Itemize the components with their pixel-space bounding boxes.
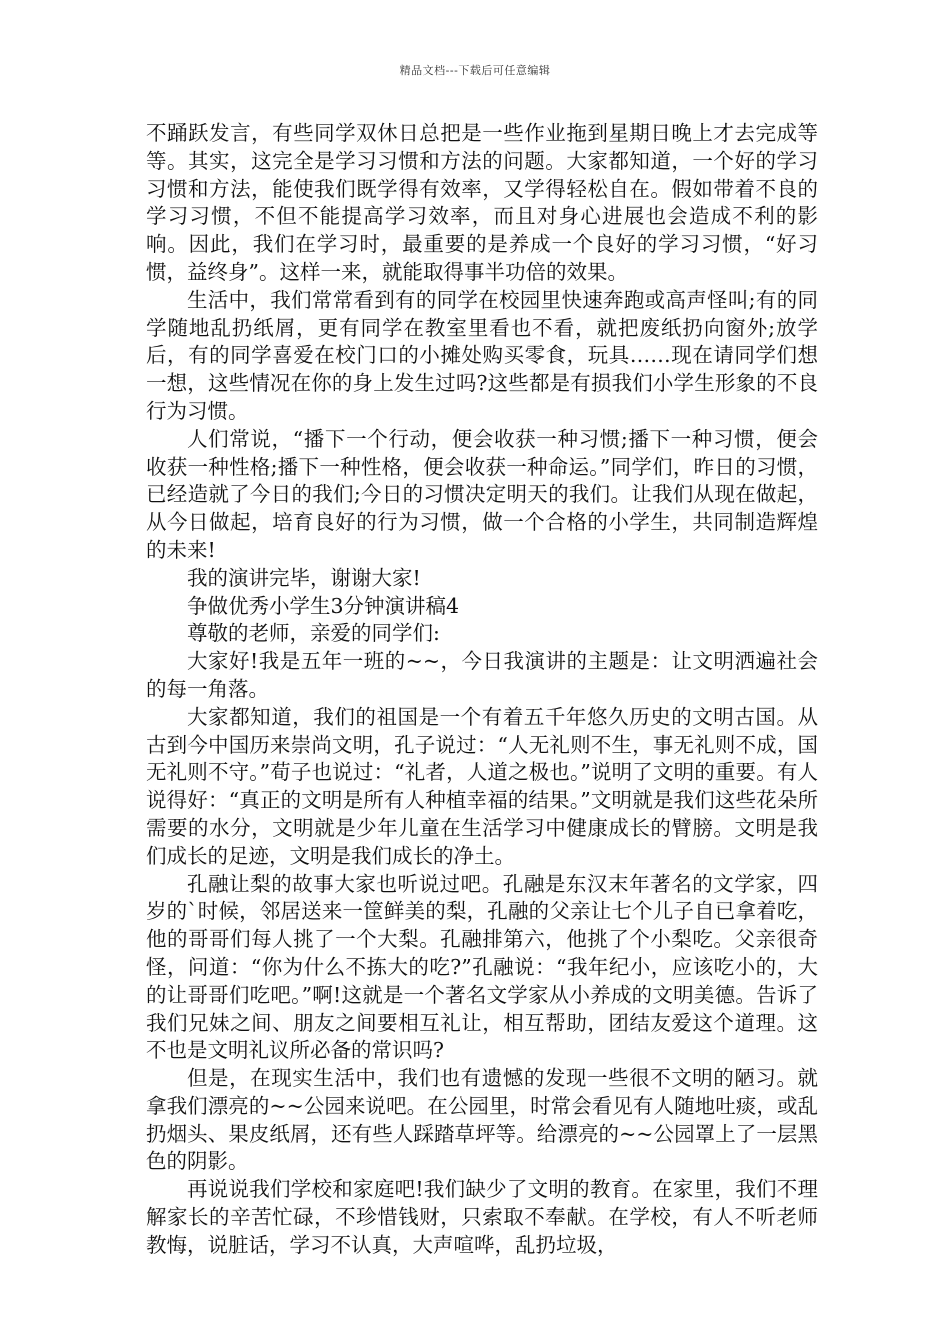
salutation: 尊敬的老师，亲爱的同学们: <box>187 621 440 646</box>
document-body <box>146 120 818 1260</box>
paragraph-closing: 我的演讲完毕，谢谢大家! <box>187 565 421 590</box>
paragraph-school-home: 再说说我们学校和家庭吧!我们缺少了文明的教育。在家里，我们不理解家长的辛苦忙碌，不珍惜钱财，只索取不奉献。在学校，有人不听老师教悔，说脏话，学习不认真，大声喧哗，乱扔垃圾， <box>146 1177 818 1257</box>
paragraph-3: 人们常说，“播下一个行动，便会收获一种习惯;播下一种习惯，便会收获一种性格;播下一种性格，便会收获一种命运。”同学们，昨日的习惯，已经造就了今日的我们;今日的习惯决定明天的我们。让我们从现在做起，从今日做起，培育良好的行为习惯，做一个合格的小学生，共同制造辉煌的未来! <box>146 426 818 562</box>
paragraph-park: 但是，在现实生活中，我们也有遗憾的发现一些很不文明的陋习。就拿我们漂亮的~~公园来说吧。在公园里，时常会看见有人随地吐痰，或乱扔烟头、果皮纸屑，还有些人踩踏草坪等。给漂亮的~~公园罩上了一层黑色的阴影。 <box>146 1066 818 1174</box>
section-title: 争做优秀小学生3分钟演讲稿4 <box>187 593 460 618</box>
paragraph-kongrong: 孔融让梨的故事大家也听说过吧。孔融是东汉末年著名的文学家，四岁的`时候，邻居送来一筐鲜美的梨，孔融的父亲让七个儿子自已拿着吃，他的哥哥们每人挑了一个大梨。孔融排第六，他挑了个小梨吃。父亲很奇怪，问道：“你为什么不拣大的吃?”孔融说：“我年纪小，应该吃小的，大的让哥哥们吃吧。”啊!这就是一个著名文学家从小养成的文明美德。告诉了我们兄妹之间、朋友之间要相互礼让，相互帮助，团结友爱这个道理。这不也是文明礼议所必备的常识吗? <box>146 871 818 1063</box>
paragraph-2: 生活中，我们常常看到有的同学在校园里快速奔跑或高声怪叫;有的同学随地乱扔纸屑，更有同学在教室里看也不看，就把废纸扔向窗外;放学后，有的同学喜爱在校门口的小摊处购买零食，玩具……现在请同学们想一想，这些情况在你的身上发生过吗?这些都是有损我们小学生形象的不良行为习惯。 <box>146 287 818 423</box>
paragraph-civilization: 大家都知道，我们的祖国是一个有着五千年悠久历史的文明古国。从古到今中国历来崇尚文明，孔子说过：“人无礼则不生，事无礼则不成，国无礼则不守。”荀子也说过：“礼者，人道之极也。”说明了文明的重要。有人说得好：“真正的文明是所有人种植幸福的结果。”文明就是我们这些花朵所需要的水分，文明就是少年儿童在生活学习中健康成长的臂膀。文明是我们成长的足迹，文明是我们成长的净土。 <box>146 704 818 868</box>
paragraph-1: 不踊跃发言，有些同学双休日总把是一些作业拖到星期日晚上才去完成等等。其实，这完全是学习习惯和方法的问题。大家都知道，一个好的学习习惯和方法，能使我们既学得有效率，又学得轻松自在。假如带着不良的学习习惯，不但不能提高学习效率，而且对身心进展也会造成不利的影响。因此，我们在学习时，最重要的是养成一个良好的学习习惯，“好习惯，益终身”。这样一来，就能取得事半功倍的效果。 <box>146 121 818 284</box>
paragraph-greeting: 大家好!我是五年一班的~~，今日我演讲的主题是：让文明洒遍社会的每一角落。 <box>146 649 818 701</box>
page-header: 精品文档---下载后可任意编辑 <box>399 64 551 77</box>
